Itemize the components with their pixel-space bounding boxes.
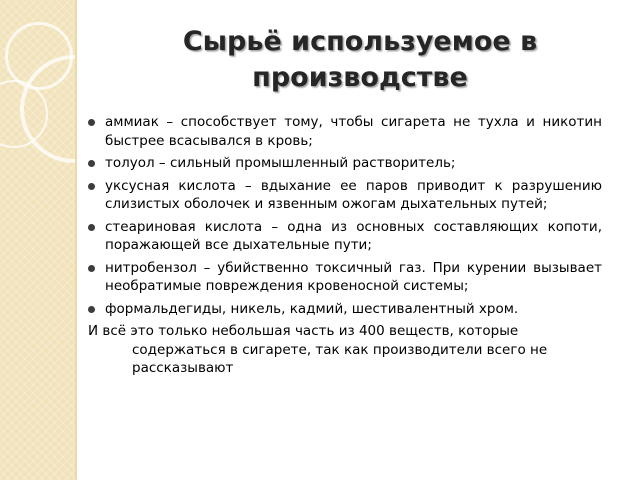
bullet-item [88,259,602,296]
bullet-item [88,154,602,173]
bullet-dot-icon [88,224,95,231]
slide-content [88,113,602,378]
summary-note: И всё это только небольшая часть из 400 веществ, которые содержаться в сигарете, так как производители всего не рассказывают [88,323,548,376]
strip-divider [75,0,77,480]
bullet-dot-icon [88,306,95,313]
bullet-text: нитробензол – убийственно токсичный газ. При курении вызывает необратимые повреждения кровеносной системы; [105,259,602,294]
bullet-text: толуол – сильный промышленный растворитель; [105,155,456,171]
bullet-list [88,113,602,318]
bullet-dot-icon [88,119,95,126]
bullet-item [88,113,602,150]
bullet-dot-icon [88,183,95,190]
bullet-item [88,300,602,319]
bullet-item [88,177,602,214]
bullet-text: аммиак – способствует тому, чтобы сигарета не тухла и никотин быстрее всасывался в кровь; [105,114,602,149]
bullet-text: формальдегиды, никель, кадмий, шестивалентный хром. [105,300,519,317]
bullet-dot-icon [88,265,95,272]
bullet-item [88,218,602,255]
bullet-dot-icon [88,160,95,167]
slide-title: Сырьё используемое в производстве [182,26,538,93]
bullet-text: уксусная кислота – вдыхание ее паров приводит к разрушению слизистых оболочек и язвенным ожогам дыхательных путей; [105,177,602,212]
decorative-side-strip [0,0,75,480]
bullet-text: стеариновая кислота – одна из основных составляющих копоти, поражающей все дыхательные пути; [105,218,602,253]
